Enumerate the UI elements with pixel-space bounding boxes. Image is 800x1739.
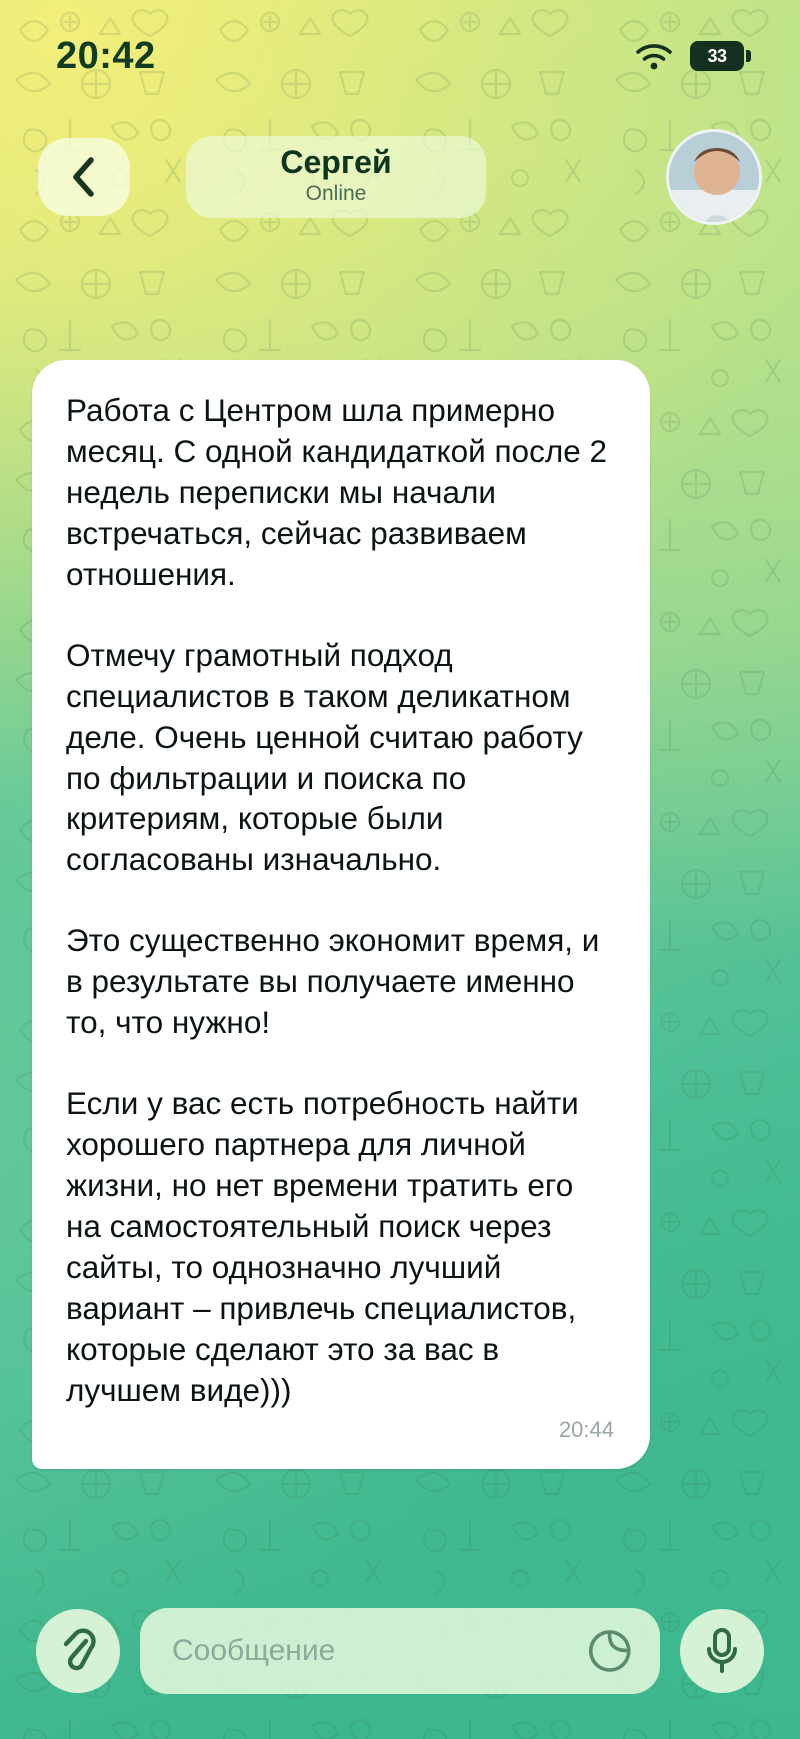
message-paragraph: Работа с Центром шла примерно месяц. С одной кандидаткой после 2 недель переписки мы начали встречаться, сейчас развиваем отношения.: [66, 392, 607, 592]
message-paragraph: Это существенно экономит время, и в результате вы получаете именно то, что нужно!: [66, 922, 600, 1041]
message-paragraph: Если у вас есть потребность найти хорошего партнера для личной жизни, но нет времени тратить его на самостоятельный поиск через сайты, то однозначно лучший вариант – привлечь специалистов, которые сделают это за вас в лучшем виде))): [66, 1085, 579, 1408]
battery-icon: [690, 41, 744, 71]
wifi-icon: [634, 41, 674, 71]
avatar-image: [669, 132, 762, 225]
status-time: 20:42: [56, 34, 156, 77]
message-composer: [0, 1591, 800, 1711]
avatar[interactable]: [666, 129, 762, 225]
message-input[interactable]: [140, 1608, 660, 1694]
microphone-icon: [705, 1627, 739, 1675]
page-title: Сергей: [280, 143, 392, 180]
status-indicators: [634, 41, 744, 71]
chat-header: [0, 112, 800, 242]
paperclip-icon: [58, 1628, 98, 1674]
voice-record-button[interactable]: [680, 1609, 764, 1693]
battery-percent: 33: [707, 45, 727, 66]
status-bar: [0, 0, 800, 112]
chat-status: Online: [305, 182, 367, 206]
attach-button[interactable]: [36, 1609, 120, 1693]
message-paragraph: Отмечу грамотный подход специалистов в таком деликатном деле. Очень ценной считаю работу по фильтрации и поиска по критериям, которые были согласованы изначально.: [66, 636, 583, 878]
back-button[interactable]: [38, 138, 130, 216]
message-timestamp: 20:44: [558, 1416, 614, 1442]
message-list: [0, 242, 800, 1469]
message-input-placeholder: Сообщение: [172, 1634, 336, 1667]
chat-title-pill[interactable]: [186, 136, 486, 218]
sticker-icon[interactable]: [588, 1629, 632, 1673]
message-bubble[interactable]: [32, 360, 650, 1469]
chevron-left-icon: [69, 155, 99, 199]
